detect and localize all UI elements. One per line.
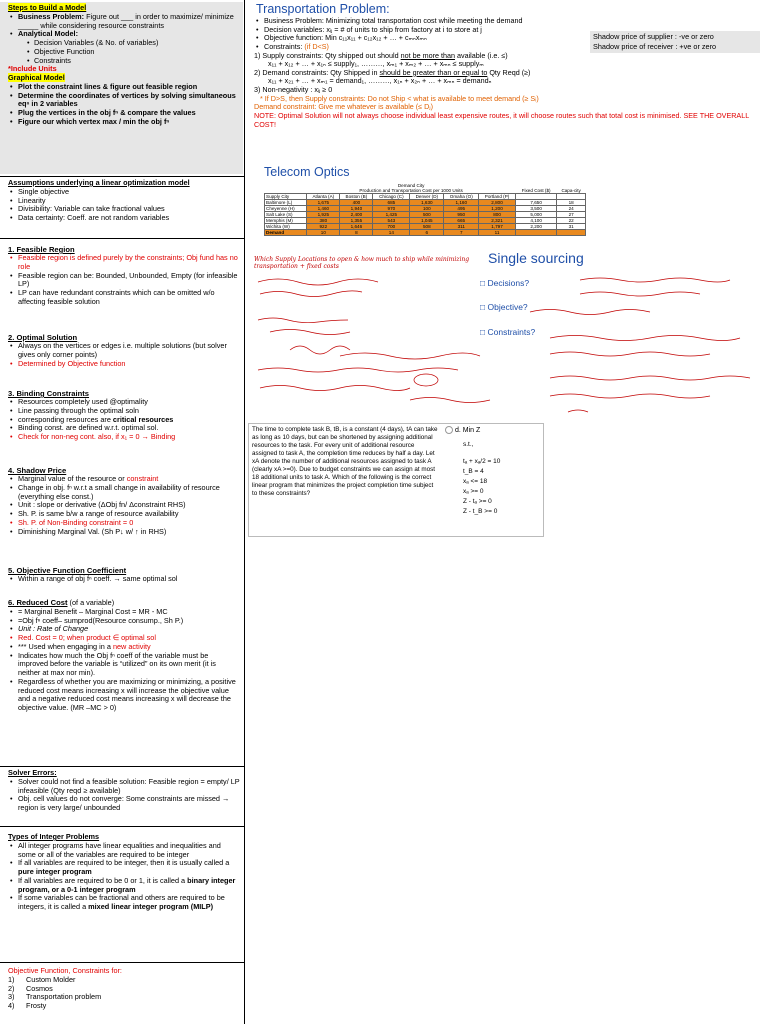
- integer-item: • If all variables are required to be integer, then it is usually called a pure integer program: [18, 859, 240, 877]
- supply-constraint: 1) Supply constraints: Qty shipped out should not be more than available (i.e. ≤): [254, 50, 508, 60]
- table-cell: 1,797: [479, 224, 516, 230]
- optimal-title: 2. Optimal Solution: [8, 333, 78, 342]
- shadow-item: • Unit : slope or derivative (ΔObj fn/ Δconstraint RHS): [18, 501, 240, 510]
- example-item: 3) Transportation problem: [8, 992, 102, 1002]
- table-cell: 500: [410, 212, 444, 218]
- business-problem-item: • Business Problem: Figure out ___ in order to maximize/ minimize _____ while considering resource constraints: [18, 13, 239, 31]
- table-cell: 1,045: [410, 218, 444, 224]
- handwritten-notes: [250, 250, 768, 422]
- gm-item: • Plot the constraint lines & figure out feasible region: [18, 83, 239, 92]
- shadow-item: • Marginal value of the resource or constraint: [18, 475, 240, 484]
- transport-title: Transportation Problem:: [256, 2, 390, 16]
- table-cell: 2,800: [479, 200, 516, 206]
- example-item: 2) Cosmos: [8, 983, 53, 993]
- am-item: • Constraints: [34, 57, 239, 66]
- demand-cell: 11: [479, 230, 516, 236]
- col-head: Boston (B): [340, 194, 373, 200]
- examples-section: [8, 967, 240, 1011]
- integer-title: Types of Integer Problems: [8, 832, 100, 841]
- reduced-section: [8, 598, 240, 713]
- task-eq: t_B = 4: [463, 468, 484, 476]
- transport-constraints: • Constraints: (if D<S): [264, 43, 762, 52]
- table-cell: 922: [307, 224, 340, 230]
- analytical-model-item: • Analytical Model: • Decision Variables (& No. of variables) • Objective Function • Constraints: [18, 30, 239, 65]
- shadow-receiver: Shadow price of receiver : +ve or zero: [593, 41, 717, 51]
- table-cell: 800: [479, 212, 516, 218]
- shadow-section: [8, 466, 240, 536]
- table-cell: 31: [557, 224, 586, 230]
- solver-item: • Solver could not find a feasible solution: Feasible region = empty/ LP infeasible (Qty reqd ≥ available): [18, 778, 240, 796]
- task-eq: tₐ + xₐ/2 = 10: [463, 458, 501, 465]
- header-top: Demand City: [397, 183, 425, 188]
- non-negativity: 3) Non-negativity : xᵢⱼ ≥ 0: [254, 85, 333, 95]
- col-head: Portland (P): [479, 194, 516, 200]
- assumptions-title: Assumptions underlying a linear optimization model: [8, 178, 190, 187]
- table-cell: 3,500: [515, 206, 556, 212]
- telecom-table-wrap: [264, 183, 586, 236]
- telecom-title: Telecom Optics: [264, 165, 350, 179]
- task-eq: xₐ >= 0: [463, 488, 484, 496]
- binding-item: • Check for non-neg cont. also, if x₁ = 0 → Binding: [18, 433, 240, 442]
- task-eq: Z - t_B >= 0: [463, 508, 498, 516]
- table-cell: 700: [373, 224, 410, 230]
- table-cell: Salt Lake (S): [265, 212, 307, 218]
- table-cell: 22: [557, 218, 586, 224]
- table-cell: 1,425: [373, 212, 410, 218]
- supply-equation: x₁₁ + x₁₂ + … + x₁ₙ ≤ supply₁, ………, xₘ₁ + xₘ₂ + … + xₘₙ ≤ supplyₘ: [268, 59, 484, 69]
- table-cell: 685: [373, 200, 410, 206]
- example-item: 4) Frosty: [8, 1001, 47, 1010]
- objcoef-item: • Within a range of obj fⁿ coeff. → same optimal sol: [18, 575, 240, 584]
- objcoef-title: 5. Objective Function Coefficient: [8, 566, 127, 575]
- steps-section: [0, 2, 243, 174]
- orange-note: * If D>S, then Supply constraints: Do not Ship < what is available to meet demand (≥ Sᵢ): [260, 93, 539, 103]
- col-cap: Capa-city: [561, 188, 581, 193]
- shadow-supplier: Shadow price of supplier : -ve or zero: [593, 32, 714, 41]
- graphical-model-label: Graphical Model: [8, 73, 65, 82]
- shadow-item: • Change in obj. fⁿ w.r.t a small change in availability of resource (everything else const.): [18, 484, 240, 502]
- shadow-item: • Diminishing Marginal Val. (Sh P↓ w/ ↑ in RHS): [18, 528, 240, 537]
- task-st: s.t.,: [463, 441, 474, 448]
- solver-item: • Obj. cell values do not converge: Some constraints are missed → region is very large/ unbounded: [18, 795, 240, 813]
- table-cell: 311: [444, 224, 479, 230]
- am-item: • Decision Variables (& No. of variables): [34, 39, 239, 48]
- optimal-item: • Always on the vertices or edges i.e. multiple solutions (but solver gives only corner points): [18, 342, 240, 360]
- shadow-price-box: [590, 31, 760, 53]
- table-cell: Cheyenne (H): [265, 206, 307, 212]
- table-cell: 970: [373, 206, 410, 212]
- table-cell: 1,460: [307, 206, 340, 212]
- table-cell: 2,400: [340, 212, 373, 218]
- solver-section: [8, 769, 240, 813]
- integer-item: • If some variables can be fractional and others are required to be integers, it is called a mixed linear integer program (MILP): [18, 894, 240, 912]
- table-cell: 1,675: [307, 200, 340, 206]
- table-cell: 495: [444, 206, 479, 212]
- transport-bp: • Business Problem: Minimizing total transportation cost while meeting the demand: [264, 17, 762, 26]
- assumption-item: • Divisibility: Variable can take fractional values: [18, 205, 240, 214]
- reduced-item: • *** Used when engaging in a new activity: [18, 643, 240, 652]
- binding-section: [8, 389, 240, 442]
- shadow-title: 4. Shadow Price: [8, 466, 67, 475]
- divider: [0, 238, 244, 239]
- integer-item: • All integer programs have linear equalities and inequalities and some or all of the variables are required to be integer: [18, 842, 240, 860]
- divider: [0, 176, 244, 177]
- table-cell: 5,000: [515, 212, 556, 218]
- col-supply: Supply City: [265, 194, 307, 200]
- binding-item: • Resources completely used @optimality: [18, 398, 240, 407]
- right-column: [246, 0, 768, 1024]
- shadow-item: • Sh. P. of Non-Binding constraint = 0: [18, 519, 240, 528]
- divider: [0, 826, 244, 827]
- task-eq: Z - tₐ >= 0: [463, 498, 492, 506]
- demand-cell: 14: [373, 230, 410, 236]
- demand-cell: 8: [340, 230, 373, 236]
- table-cell: 100: [410, 206, 444, 212]
- table-cell: 950: [444, 212, 479, 218]
- am-item: • Objective Function: [34, 48, 239, 57]
- feasible-section: [8, 245, 240, 307]
- table-cell: 27: [557, 212, 586, 218]
- feasible-item: • Feasible region can be: Bounded, Unbounded, Empty (for infeasible LP): [18, 272, 240, 290]
- binding-item: • Binding const. are defined w.r.t. optimal sol.: [18, 424, 240, 433]
- decisions-label: □ Decisions?: [480, 278, 530, 288]
- transport-dv: • Decision variables: xᵢⱼ = # of units to ship from factory at i to store at j: [264, 26, 762, 35]
- header-sub: Production and Transportation Cost per 1000 Units: [359, 188, 463, 193]
- col-fixed: Fixed Cost ($): [521, 188, 551, 193]
- binding-item: • Line passing through the optimal soln: [18, 407, 240, 416]
- table-cell: Wichita (W): [265, 224, 307, 230]
- task-equations: [463, 457, 500, 517]
- demand-cell: 10: [307, 230, 340, 236]
- divider: [0, 766, 244, 767]
- table-cell: 1,630: [410, 200, 444, 206]
- task-paragraph: The time to complete task B, tB, is a constant (4 days), tA can take as long as 10 days, but can be shortened by assigning additional resources to the task. For every unit of additional resource assigned to task A, the completion time reduces by half a day. Let xA denote the number of additional resources assigned to task A (clearly xA >=0). Due to budget constraints we can assign at most 18 additional units to task A. Which of the following is the correct linear program that minimizes the project completion time subject to these constraints?: [252, 426, 438, 497]
- demand-cell: 6: [410, 230, 444, 236]
- feasible-item: • LP can have redundant constraints which can be omitted w/o affecting feasible solution: [18, 289, 240, 307]
- assumption-item: • Data certainty: Coeff. are not random variables: [18, 214, 240, 223]
- demand-label: Demand: [265, 230, 307, 236]
- integer-section: [8, 833, 240, 912]
- demand-row: [265, 230, 586, 236]
- table-cell: 508: [410, 224, 444, 230]
- task-problem-box: [248, 423, 544, 537]
- table-cell: 7,650: [515, 200, 556, 206]
- col-head: Chicago (C): [373, 194, 410, 200]
- divider: [0, 962, 244, 963]
- orange-note: Demand constraint: Give me whatever is available (≤ Dⱼ): [254, 102, 433, 112]
- table-cell: 543: [373, 218, 410, 224]
- col-head: Atlanta (A): [307, 194, 340, 200]
- table-cell: 1,925: [307, 212, 340, 218]
- table-cell: Memphis (M): [265, 218, 307, 224]
- col-head: Omaha (O): [444, 194, 479, 200]
- reduced-item: • = Marginal Benefit – Marginal Cost = MR - MC: [18, 608, 240, 617]
- col-head: Denver (D): [410, 194, 444, 200]
- objective-label: □ Objective?: [480, 302, 528, 312]
- table-cell: 2,200: [515, 224, 556, 230]
- reduced-item: • Regardless of whether you are maximizing or minimizing, a positive reduced cost means increasing x will increase the objective value and a negative reduced cost means increasing x will decrease the objective value. (MR –MC > 0): [18, 678, 240, 713]
- table-cell: 1,940: [340, 206, 373, 212]
- reduced-item: • =Obj fⁿ coeff– sumprod(Resource consump., Sh P.): [18, 617, 240, 626]
- demand-constraint: 2) Demand constraints: Qty Shipped in should be greater than or equal to Qty Reqd (≥): [254, 67, 531, 77]
- table-cell: 1,200: [479, 206, 516, 212]
- examples-title: Objective Function, Constraints for:: [8, 966, 122, 975]
- include-units: *Include Units: [8, 64, 57, 74]
- feasible-title: 1. Feasible Region: [8, 245, 75, 254]
- gm-item: • Determine the coordinates of vertices by solving simultaneous eqⁿ in 2 variables: [18, 92, 239, 110]
- gm-item: • Plug the vertices in the obj fⁿ & compare the values: [18, 109, 239, 118]
- reduced-item: • Unit : Rate of Change: [18, 625, 240, 634]
- reduced-title: 6. Reduced Cost (of a variable): [8, 598, 115, 607]
- task-eq: xₐ <= 18: [463, 478, 488, 486]
- table-cell: 24: [557, 206, 586, 212]
- demand-cell: 7: [444, 230, 479, 236]
- table-cell: 18: [557, 200, 586, 206]
- feasible-item: • Feasible region is defined purely by the constraints; Obj fund has no role: [18, 254, 240, 272]
- reduced-item: • Red. Cost = 0; when product ∈ optimal sol: [18, 634, 240, 643]
- shadow-item: • Sh. P. is same b/w a range of resource availability: [18, 510, 240, 519]
- example-item: 1) Custom Molder: [8, 974, 76, 984]
- table-cell: 2,321: [479, 218, 516, 224]
- table-cell: 1,646: [340, 224, 373, 230]
- reduced-item: • Indicates how much the Obj fⁿ coeff of the variable must be improved before the variable is “utilized” on its own merit (it is neither at max nor min).: [18, 652, 240, 678]
- binding-item: • corresponding resources are critical resources: [18, 416, 240, 425]
- objcoef-section: [8, 566, 240, 584]
- hand-note-dv: Which Supply Locations to open & how much to ship while minimizing transportation + fixed costs: [254, 256, 470, 270]
- single-sourcing-title: Single sourcing: [488, 250, 584, 266]
- table-cell: Baltimore (L): [265, 200, 307, 206]
- solver-title: Solver Errors:: [8, 768, 57, 777]
- task-option: d. Min Z: [445, 426, 480, 436]
- assumptions-section: [8, 179, 240, 223]
- left-column: [0, 0, 245, 1024]
- table-cell: 1,355: [340, 218, 373, 224]
- assumption-item: • Linearity: [18, 197, 240, 206]
- table-cell: 1,160: [444, 200, 479, 206]
- transport-obj: • Objective function: Min c₁₁x₁₁ + c₁₂x₁₂ + … + cₘₙxₘₙ: [264, 34, 762, 43]
- integer-item: • If all variables are required to be 0 or 1, it is called a binary integer program, or a 0-1 integer program: [18, 877, 240, 895]
- radio-icon[interactable]: [445, 426, 453, 434]
- optimal-note: NOTE: Optimal Solution will not always choose individual least expensive routes, it will choose routes such that total cost is minimised. SEE THE OVERALL COST!: [254, 111, 749, 129]
- gm-item: • Figure our which vertex max / min the obj fⁿ: [18, 118, 239, 127]
- telecom-table: [264, 183, 586, 236]
- table-cell: 400: [340, 200, 373, 206]
- constraints-label: □ Constraints?: [480, 327, 536, 337]
- optimal-item: • Determined by Objective function: [18, 360, 240, 369]
- table-cell: 4,100: [515, 218, 556, 224]
- binding-title: 3. Binding Constraints: [8, 389, 90, 398]
- table-cell: 665: [444, 218, 479, 224]
- steps-title: Steps to Build a Model: [8, 3, 87, 12]
- demand-equation: x₁₁ + x₂₁ + … + xₘ₁ = demand₁, ………, x₁ₙ + x₂ₙ + … + xₘₙ = demandₙ: [268, 76, 492, 86]
- optimal-section: [8, 333, 240, 368]
- table-cell: 380: [307, 218, 340, 224]
- assumption-item: • Single objective: [18, 188, 240, 197]
